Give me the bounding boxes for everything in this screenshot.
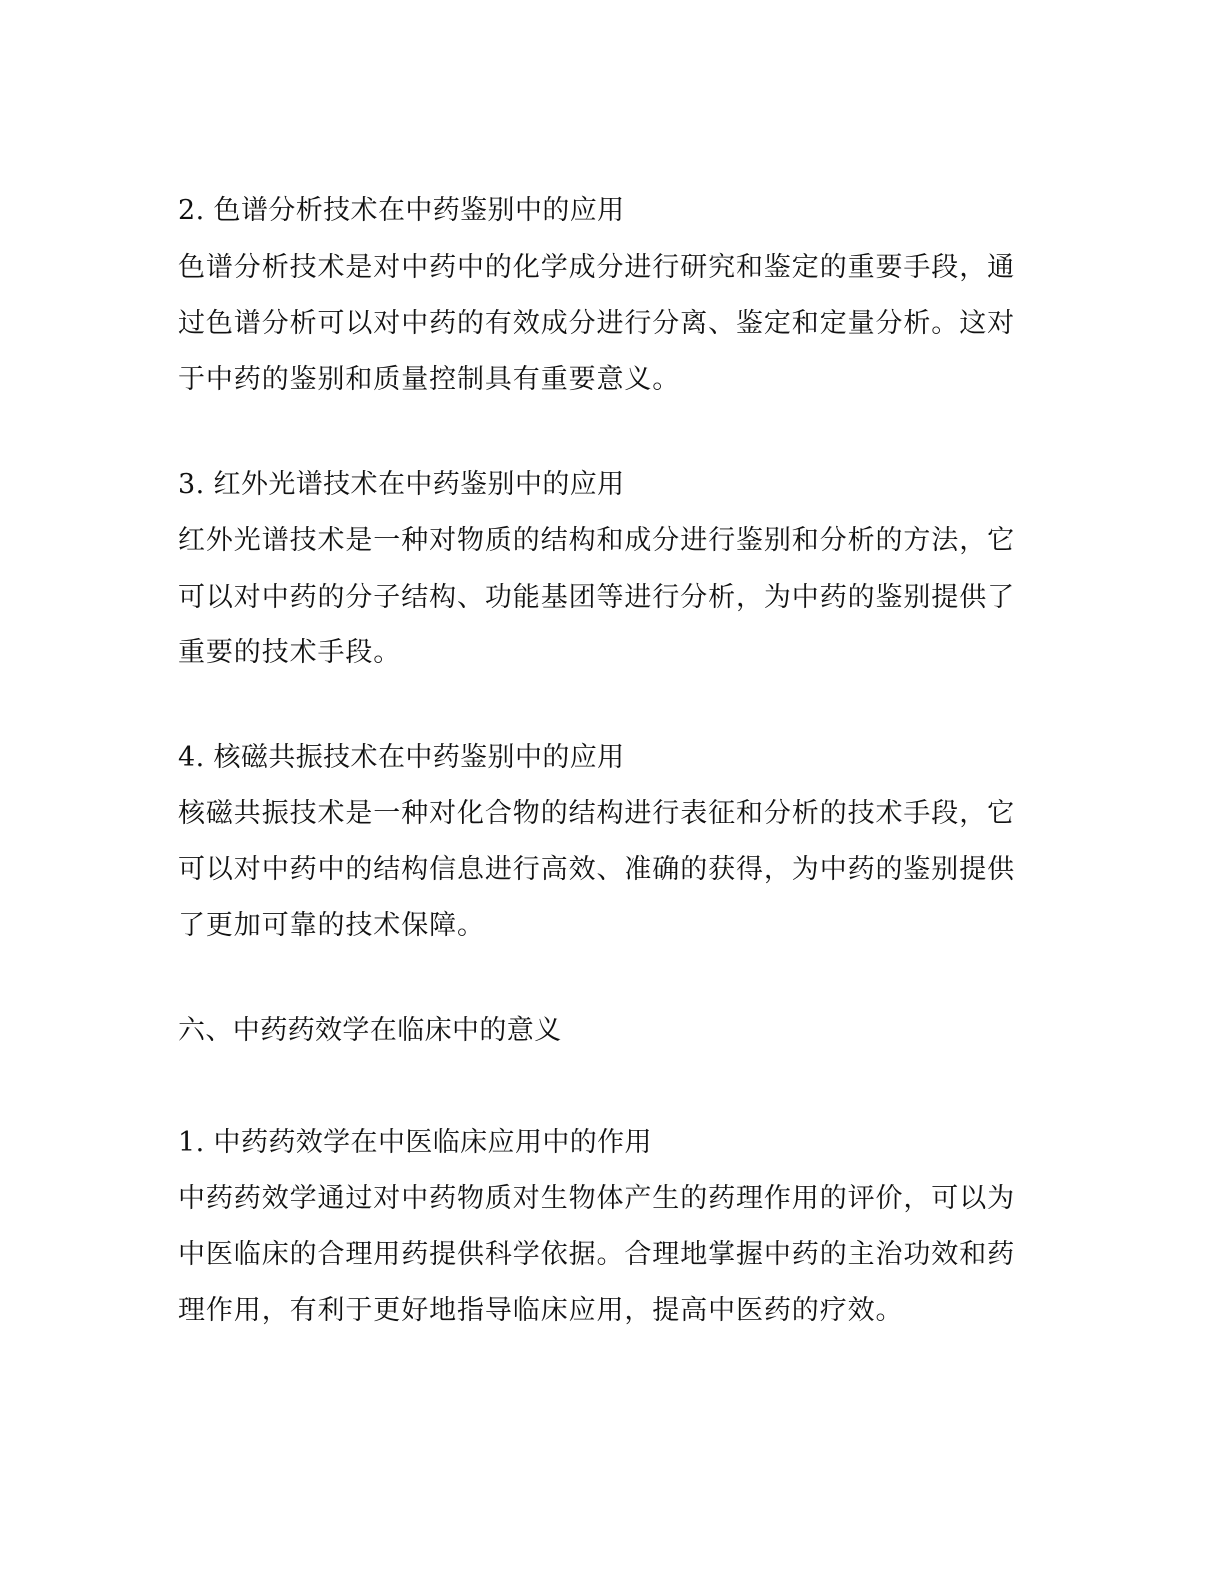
paragraph-line: 理作用，有利于更好地指导临床应用，提高中医药的疗效。	[178, 1295, 904, 1326]
paragraph-line: 红外光谱技术是一种对物质的结构和成分进行鉴别和分析的方法，它	[178, 525, 1015, 556]
paragraph-line: 中医临床的合理用药提供科学依据。合理地掌握中药的主治功效和药	[178, 1239, 1015, 1270]
paragraph-line: 可以对中药中的结构信息进行高效、准确的获得，为中药的鉴别提供	[178, 854, 1015, 885]
paragraph-line: 了更加可靠的技术保障。	[178, 910, 485, 941]
section-heading-clinical-role: 1. 中药药效学在中医临床应用中的作用	[178, 1127, 652, 1158]
paragraph-line: 可以对中药的分子结构、功能基团等进行分析，为中药的鉴别提供了	[178, 582, 1015, 613]
paragraph-line: 过色谱分析可以对中药的有效成分进行分离、鉴定和定量分析。这对	[178, 308, 1015, 339]
section-heading-nmr: 4. 核磁共振技术在中药鉴别中的应用	[178, 742, 625, 773]
chapter-heading: 六、中药药效学在临床中的意义	[178, 1015, 562, 1046]
paragraph-line: 中药药效学通过对中药物质对生物体产生的药理作用的评价，可以为	[178, 1183, 1015, 1214]
section-heading-chromatography: 2. 色谱分析技术在中药鉴别中的应用	[178, 195, 625, 226]
paragraph-line: 核磁共振技术是一种对化合物的结构进行表征和分析的技术手段，它	[178, 798, 1015, 829]
paragraph-line: 于中药的鉴别和质量控制具有重要意义。	[178, 364, 681, 395]
paragraph-line: 色谱分析技术是对中药中的化学成分进行研究和鉴定的重要手段，通	[178, 252, 1015, 283]
section-heading-infrared: 3. 红外光谱技术在中药鉴别中的应用	[178, 469, 625, 500]
paragraph-line: 重要的技术手段。	[178, 637, 402, 668]
